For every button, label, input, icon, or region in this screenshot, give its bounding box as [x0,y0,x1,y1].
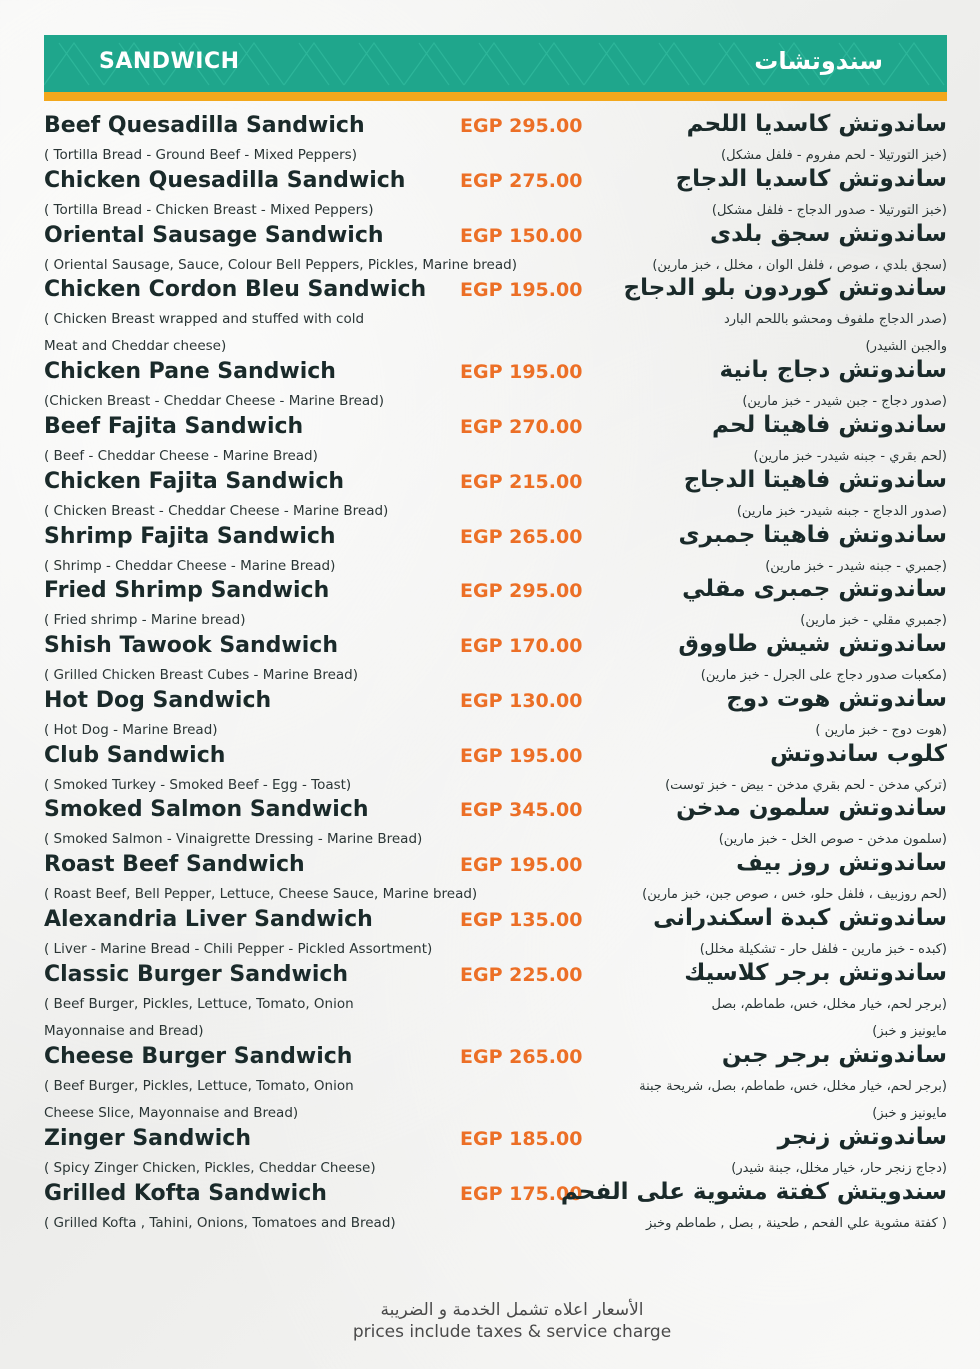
item-price: EGP 295.00 [460,115,583,137]
item-price: EGP 130.00 [460,690,583,712]
item-name-ar: ساندوتش سلمون مدخن [676,795,947,821]
item-desc-en: ( Oriental Sausage, Sauce, Colour Bell Peppers, Pickles, Marine bread) [44,257,517,273]
item-desc-ar: (لحم روزبيف ، فلفل حلو، خس ، صوص جبن، خبز مارين) [642,887,947,902]
item-desc-ar: (كبده - خبز مارين - فلفل حار - تشكيلة مخلل) [699,942,947,957]
item-name-ar: ساندوتش كبدة اسكندرانى [653,905,947,931]
item-desc-en: ( Fried shrimp - Marine bread) [44,612,246,628]
item-name-en: Cheese Burger Sandwich [44,1044,353,1069]
item-desc-ar: (دجاج زنجر حار، خيار مخلل، جبنة شيدر) [731,1161,947,1176]
item-name-en: Chicken Fajita Sandwich [44,469,345,494]
item-name-ar: ساندوتش كوردون بلو الدجاج [623,275,947,301]
item-desc-ar: (جمبري مقلي - خبز مارين) [800,613,947,628]
item-price: EGP 270.00 [460,416,583,438]
item-name-ar: ساندوتش شيش طاووق [678,631,947,657]
item-price: EGP 345.00 [460,799,583,821]
item-price: EGP 195.00 [460,279,583,301]
item-name-ar: ساندوتش فاهيتا جمبرى [678,522,947,548]
item-name-en: Club Sandwich [44,743,226,768]
item-desc-en: ( Roast Beef, Bell Pepper, Lettuce, Cheese Sauce, Marine bread) [44,886,478,902]
section-header [44,35,947,92]
item-name-en: Grilled Kofta Sandwich [44,1181,327,1206]
item-name-en: Fried Shrimp Sandwich [44,578,330,603]
item-name-ar: ساندوتش برجر جبن [721,1042,947,1068]
item-price: EGP 295.00 [460,580,583,602]
item-name-en: Hot Dog Sandwich [44,688,272,713]
item-name-ar: ساندوتش سجق بلدى [710,221,947,247]
header-accent-stripe [44,92,947,101]
item-price: EGP 175.00 [460,1183,583,1205]
item-desc-ar: (خبز التورتيلا - صدور الدجاج - فلفل مشكل) [711,203,947,218]
item-name-ar: ساندوتش كاسديا الدجاج [675,166,947,192]
item-price: EGP 195.00 [460,361,583,383]
item-desc-en: ( Tortilla Bread - Ground Beef - Mixed Peppers) [44,147,357,163]
item-desc-en: ( Spicy Zinger Chicken, Pickles, Cheddar Cheese) [44,1160,376,1176]
item-price: EGP 150.00 [460,225,583,247]
item-name-en: Beef Fajita Sandwich [44,414,304,439]
header-title-ar: سندوتشات [754,47,883,75]
item-price: EGP 265.00 [460,526,583,548]
item-desc-en: ( Smoked Turkey - Smoked Beef - Egg - Toast) [44,777,352,793]
item-name-en: Chicken Cordon Bleu Sandwich [44,277,427,302]
item-desc-ar: (برجر لحم، خيار مخلل، خس، طماطم، بصل مايونيز و خبز) [711,997,947,1039]
item-name-en: Roast Beef Sandwich [44,852,305,877]
item-name-en: Oriental Sausage Sandwich [44,223,384,248]
item-desc-ar: (سجق بلدي ، صوص ، فلفل الوان ، مخلل ، خبز مارين) [652,258,947,273]
item-price: EGP 170.00 [460,635,583,657]
header-title-en: SANDWICH [99,49,240,74]
item-price: EGP 185.00 [460,1128,583,1150]
item-name-en: Shrimp Fajita Sandwich [44,524,336,549]
item-desc-ar: (مكعبات صدور دجاج على الجرل - خبز مارين) [700,668,947,683]
item-price: EGP 265.00 [460,1046,583,1068]
item-name-ar: ساندوتش كاسديا اللحم [686,111,947,137]
item-name-en: Classic Burger Sandwich [44,962,349,987]
item-desc-ar: (سلمون مدخن - صوص الخل - خبز مارين) [718,832,947,847]
item-desc-en: ( Beef Burger, Pickles, Lettuce, Tomato, Onion Cheese Slice, Mayonnaise and Bread) [44,1078,354,1121]
item-desc-en: ( Chicken Breast - Cheddar Cheese - Marine Bread) [44,503,389,519]
item-name-en: Alexandria Liver Sandwich [44,907,373,932]
item-desc-en: ( Hot Dog - Marine Bread) [44,722,218,738]
item-price: EGP 195.00 [460,854,583,876]
item-desc-ar: (جمبري - جبنه شيدر - خبز مارين) [765,559,947,574]
item-desc-ar: (لحم بقري - جبنه شيدر- خبز مارين) [753,449,947,464]
item-name-en: Beef Quesadilla Sandwich [44,113,365,138]
item-price: EGP 215.00 [460,471,583,493]
item-desc-en: ( Beef Burger, Pickles, Lettuce, Tomato, Onion Mayonnaise and Bread) [44,996,354,1039]
item-desc-ar: (برجر لحم، خيار مخلل، خس، طماطم، بصل، شريحة جبنة مايونيز و خبز) [639,1079,947,1121]
item-name-ar: ساندوتش فاهيتا لحم [712,412,947,438]
item-desc-en: ( Chicken Breast wrapped and stuffed with cold Meat and Cheddar cheese) [44,311,365,354]
item-price: EGP 225.00 [460,964,583,986]
item-name-en: Chicken Pane Sandwich [44,359,336,384]
item-name-ar: ساندوتش جمبرى مقلي [682,576,947,602]
item-name-ar: ساندوتش برجر كلاسيك [684,960,947,986]
item-name-en: Zinger Sandwich [44,1126,252,1151]
item-desc-en: (Chicken Breast - Cheddar Cheese - Marine Bread) [44,393,385,409]
item-name-ar: ساندوتش هوت دوج [726,686,947,712]
item-price: EGP 195.00 [460,745,583,767]
footer-note-ar: الأسعار اعلاه تشمل الخدمة و الضريبة [380,1300,644,1320]
item-desc-ar: (صدر الدجاج ملفوف ومحشو باللحم البارد والجبن الشيدر) [723,312,947,354]
item-name-ar: ساندوتش روز بيف [736,850,947,876]
item-name-ar: سندويتش كفتة مشوية على الفحم [560,1179,947,1205]
item-desc-en: ( Tortilla Bread - Chicken Breast - Mixed Peppers) [44,202,374,218]
item-name-ar: ساندوتش فاهيتا الدجاج [683,467,947,493]
item-desc-en: ( Grilled Chicken Breast Cubes - Marine Bread) [44,667,358,683]
item-desc-en: ( Beef - Cheddar Cheese - Marine Bread) [44,448,318,464]
item-desc-ar: (صدور الدجاج - جبنه شيدر- خبز مارين) [736,504,947,519]
item-desc-en: ( Smoked Salmon - Vinaigrette Dressing - Marine Bread) [44,831,423,847]
item-price: EGP 275.00 [460,170,583,192]
item-name-ar: ساندوتش زنجر [777,1124,947,1150]
item-desc-en: ( Shrimp - Cheddar Cheese - Marine Bread) [44,558,336,574]
item-desc-ar: ( كفتة مشوية علي الفحم , طحينة , بصل , طماطم وخبز [645,1216,947,1231]
item-desc-ar: (صدور دجاج - جبن شيدر - خبز مارين) [742,394,947,409]
item-name-en: Smoked Salmon Sandwich [44,797,369,822]
item-name-ar: كلوب ساندوتش [770,741,947,767]
item-name-en: Chicken Quesadilla Sandwich [44,168,406,193]
item-price: EGP 135.00 [460,909,583,931]
item-desc-ar: (تركي مدخن - لحم بقري مدخن - بيض - خبز توست) [665,778,947,793]
footer-note-en: prices include taxes & service charge [352,1322,672,1342]
item-desc-en: ( Grilled Kofta , Tahini, Onions, Tomatoes and Bread) [44,1215,396,1231]
item-desc-ar: (خبز التورتيلا - لحم مفروم - فلفل مشكل) [721,148,947,163]
item-name-ar: ساندوتش دجاج بانية [719,357,947,383]
item-name-en: Shish Tawook Sandwich [44,633,338,658]
item-desc-en: ( Liver - Marine Bread - Chili Pepper - Pickled Assortment) [44,941,433,957]
item-desc-ar: (هوت دوج - خبز مارين ) [815,723,947,738]
